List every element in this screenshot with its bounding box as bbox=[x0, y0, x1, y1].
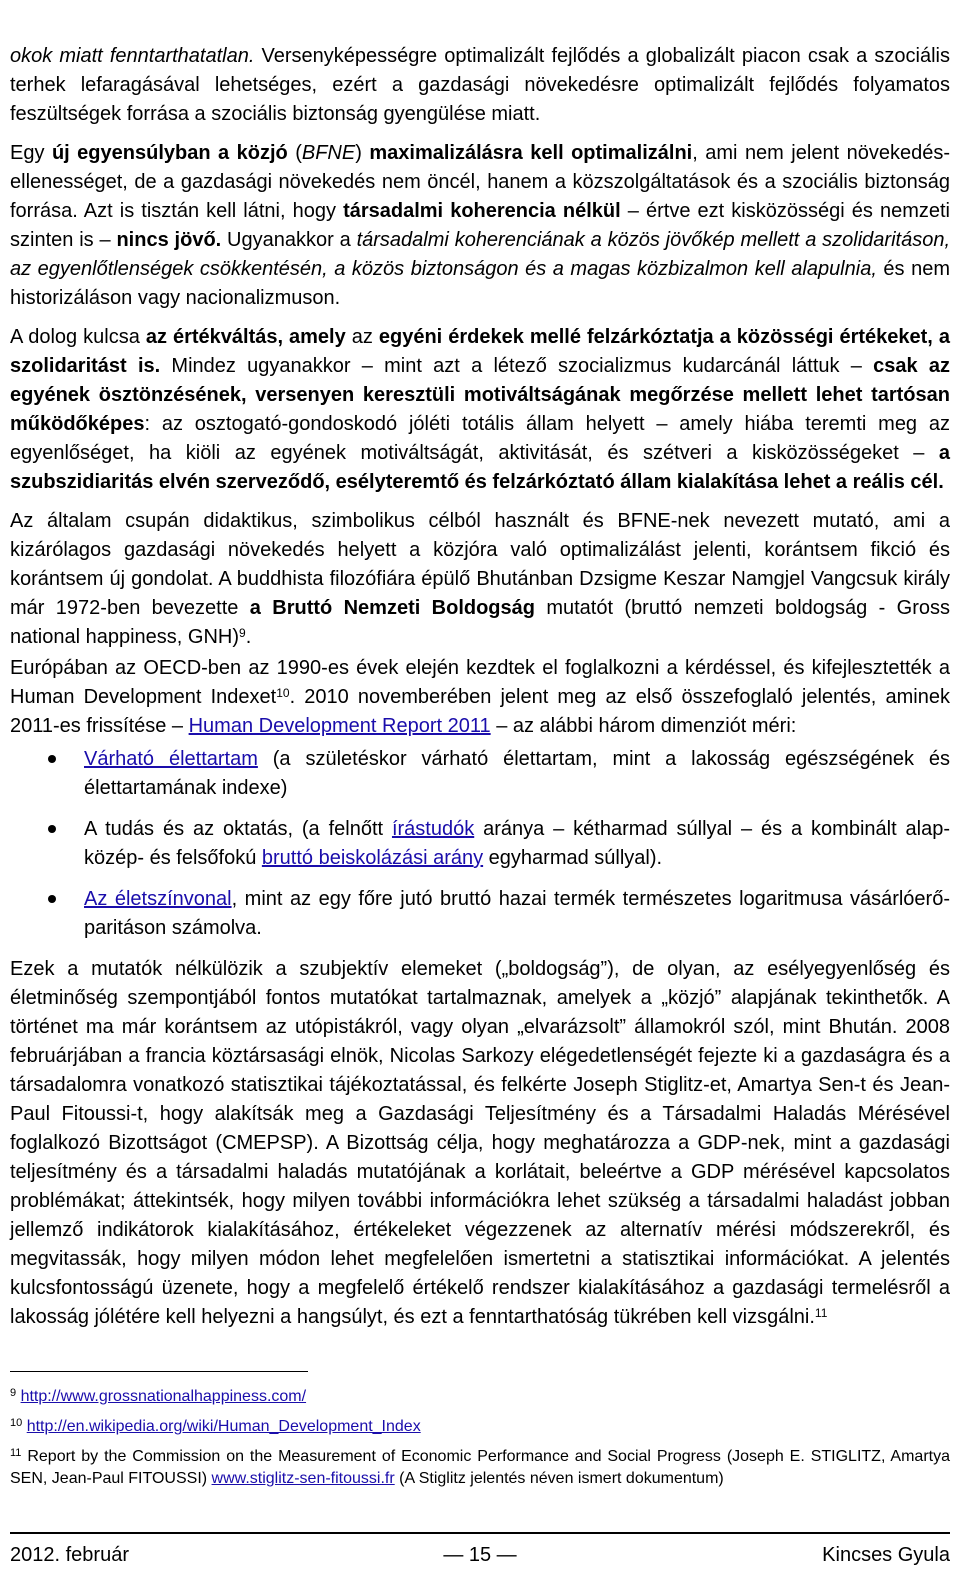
footnote-9 bbox=[10, 1386, 950, 1408]
paragraph-3 bbox=[10, 323, 950, 497]
text-span: aránya – kétharmad súllyal – és a kombinált alap-közép- és felsőfokú bbox=[84, 818, 951, 869]
text-span: – értve ezt kisközösségi és nemzeti szinten is – bbox=[10, 200, 950, 251]
stiglitz-url-link[interactable]: www.stiglitz-sen-fitoussi.fr bbox=[211, 1470, 395, 1487]
footnote-ref[interactable]: 9 bbox=[239, 626, 246, 640]
footer-date: 2012. február bbox=[10, 1544, 129, 1566]
text-span: Európában az OECD-ben az 1990-es évek elején kezdtek el foglalkozni a kérdéssel, és kifejlesztették a Human Development Indexet bbox=[10, 657, 950, 708]
italic-text: okok miatt fenntarthatatlan. bbox=[10, 45, 255, 67]
list-item bbox=[10, 745, 950, 803]
text-span: ( bbox=[287, 142, 302, 164]
footnotes bbox=[10, 1386, 950, 1498]
list-item bbox=[10, 885, 950, 943]
text-span: Egy bbox=[10, 142, 52, 164]
footnote-ref[interactable]: 11 bbox=[814, 1306, 828, 1320]
bullet-icon bbox=[48, 825, 56, 833]
text-span: : az osztogató-gondoskodó jóléti totális állam helyett – amely hiába teremti meg az egyenlőséget, ha kiöli az egyének motiváltságát, aktivitását, és szétveri a kisközösségeket – bbox=[10, 413, 950, 464]
paragraph-5 bbox=[10, 654, 950, 741]
bold-text: csak az egyének ösztönzésének, versenyen keresztüli motiváltságának megőrzése mellett lehet tartósan működőképes bbox=[10, 355, 950, 435]
footer-author: Kincses Gyula bbox=[822, 1544, 950, 1566]
enrollment-ratio-link[interactable]: bruttó beiskolázási arány bbox=[261, 847, 484, 869]
text-span: A dolog kulcsa bbox=[10, 326, 146, 348]
text-span: Mindez ugyanakkor – mint azt a létező szocializmus kudarcánál láttuk – bbox=[160, 355, 874, 377]
hdi-wiki-link[interactable]: http://en.wikipedia.org/wiki/Human_Development_Index bbox=[26, 1418, 421, 1435]
bold-text: egyéni érdekek mellé felzárkóztatja a közösségi értékeket, a szolidaritást is. bbox=[10, 326, 950, 377]
gnh-url-link[interactable]: http://www.grossnationalhappiness.com/ bbox=[20, 1388, 307, 1405]
literacy-link[interactable]: írástudók bbox=[391, 818, 475, 840]
footnote-10 bbox=[10, 1416, 950, 1438]
text-span: – az alábbi három dimenziót méri: bbox=[490, 715, 797, 737]
italic-text: BFNE bbox=[301, 142, 356, 164]
text-span: és nem historizáláson vagy nacionalizmuson. bbox=[10, 258, 950, 309]
main-text bbox=[10, 42, 950, 1342]
text-span: Ezek a mutatók nélkülözik a szubjektív elemeket („boldogság”), de olyan, az esélyegyenlőség és életminőség szempontjából fontos mutatókat tartalmaznak, amelyek a „közjó” alapjának tekinthetők. A történet ma már korántsem az utópistákról, vagy olyan „elvarázsolt” államokról szól, mint Bhután. 2008 februárjában a francia köztársasági elnök, Nicolas Sarkozy elégedetlenségét fejezte ki a gazdaságra és a társadalomra vonatkozó statisztikai tájékoztatással, és felkérte Joseph Stiglitz-et, Amartya Sen-t és Jean-Paul Fitoussi-t, hogy alakítsák meg a Gazdasági Teljesítmény és a Társadalmi Haladás Mérésével foglalkozó Bizottságot (CMEPSP). A Bizottság célja, hogy meghatározza a GDP-nek, mint a gazdasági teljesítmény és a társadalmi haladás mutatójának a korlátait, beleértve a GDP mérésével kapcsolatos problémákat; áttekintsék, hogy milyen további információkra lehet szükség a társadalmi haladást jobban jellemző indikátorok kialakításához, értékeleket végezzenek az alternatív mérési módszerekről, és megvitassák, hogy milyen módon lehet megfelelően ismertetni a statisztikai információkat. A jelentés kulcsfontosságú üzenete, hogy a megfelelő értékelő rendszer kialakításához a gazdasági termelésről a lakosság jólétére kell helyezni a hangsúlyt, és ezt a fenntarthatóság tükrében kell vizsgálni. bbox=[10, 958, 950, 1328]
bold-text: maximalizálásra kell optimalizálni bbox=[369, 142, 693, 164]
footnote-number: 11 bbox=[10, 1447, 22, 1459]
bold-text: a Bruttó Nemzeti Boldogság bbox=[249, 597, 535, 619]
text-span: Report by the Commission on the Measurement of Economic Performance and Social Progress (Joseph E. STIGLITZ, Amartya SEN, Jean-Paul FITOUSSI) bbox=[10, 1448, 950, 1487]
text-span: . 2010 novemberében jelent meg az első összefoglaló jelentés, aminek 2011-es frissítése – bbox=[10, 686, 950, 737]
text-span: Versenyképességre optimalizált fejlődés a globalizált piacon csak a szociális terhek lefaragásával lehetséges, ezért a gazdasági növekedésre optimalizált fejlődés folyamatos feszültségek forrása a szociális biztonság gyengülése miatt. bbox=[10, 45, 950, 125]
text-span: ) bbox=[355, 142, 370, 164]
footnote-separator bbox=[10, 1371, 308, 1372]
bold-text: az értékváltás, amely bbox=[145, 326, 346, 348]
bullet-icon bbox=[48, 895, 56, 903]
dimension-list bbox=[10, 745, 950, 943]
text-span: (A Stiglitz jelentés néven ismert dokumentum) bbox=[394, 1470, 724, 1487]
list-item bbox=[10, 815, 950, 873]
standard-of-living-link[interactable]: Az életszínvonal bbox=[84, 888, 232, 910]
hdr-2011-link[interactable]: Human Development Report 2011 bbox=[188, 715, 491, 737]
bold-text: a szubszidiaritás elvén szerveződő, esélyteremtő és felzárkóztató állam kialakítása lehet a reális cél. bbox=[10, 442, 950, 493]
footnote-ref[interactable]: 10 bbox=[276, 686, 290, 700]
bullet-icon bbox=[48, 755, 56, 763]
italic-text: társadalmi koherenciának a közös jövőkép mellett a szolidaritáson, az egyenlőtlenségek csökkentésén, a közös biztonságon és a magas közbizalmon kell alapulnia, bbox=[10, 229, 951, 280]
footnote-number: 10 bbox=[10, 1417, 23, 1429]
footer-separator bbox=[10, 1532, 950, 1534]
bold-text: társadalmi koherencia nélkül bbox=[343, 200, 621, 222]
text-span: , mint az egy főre jutó bruttó hazai termék természetes logaritmusa vásárlóerő-paritáson számolva. bbox=[84, 888, 950, 939]
paragraph-2 bbox=[10, 139, 950, 313]
text-span: az bbox=[345, 326, 379, 348]
footnote-11 bbox=[10, 1446, 950, 1490]
page-number: — 15 — bbox=[443, 1544, 517, 1566]
paragraph-1 bbox=[10, 42, 950, 129]
text-span: egyharmad súllyal). bbox=[483, 847, 663, 869]
text-span: mutatót (bruttó nemzeti boldogság - Gross national happiness, GNH) bbox=[10, 597, 950, 648]
paragraph-4 bbox=[10, 507, 950, 652]
text-span: . bbox=[245, 626, 252, 648]
text-span: Az általam csupán didaktikus, szimbolikus célból használt és BFNE-nek nevezett mutató, ami a kizárólagos gazdasági növekedés helyett a közjóra való optimalizálást jelenti, korántsem fikció és korántsem új gondolat. A buddhista filozófiára épülő Bhutánban Dzsigme Keszar Namgjel Vangcsuk király már 1972-ben bevezette bbox=[10, 510, 950, 619]
life-expectancy-link[interactable]: Várható élettartam bbox=[84, 748, 258, 770]
text-span: (a születéskor várható élettartam, mint a lakosság egészségének és élettartamának indexe) bbox=[84, 748, 950, 799]
text-span: Ugyanakkor a bbox=[221, 229, 357, 251]
bold-text: új egyensúlyban a közjó bbox=[51, 142, 288, 164]
footnote-number: 9 bbox=[10, 1387, 17, 1399]
bold-text: nincs jövő. bbox=[116, 229, 222, 251]
text-span: A tudás és az oktatás, (a felnőtt bbox=[84, 818, 392, 840]
text-span: , ami nem jelent növekedés-ellenességet, de a gazdasági növekedés nem öncél, hanem a közszolgáltatások és a szociális biztonság forrása. Azt is tisztán kell látni, hogy bbox=[10, 142, 950, 222]
paragraph-6 bbox=[10, 955, 950, 1332]
